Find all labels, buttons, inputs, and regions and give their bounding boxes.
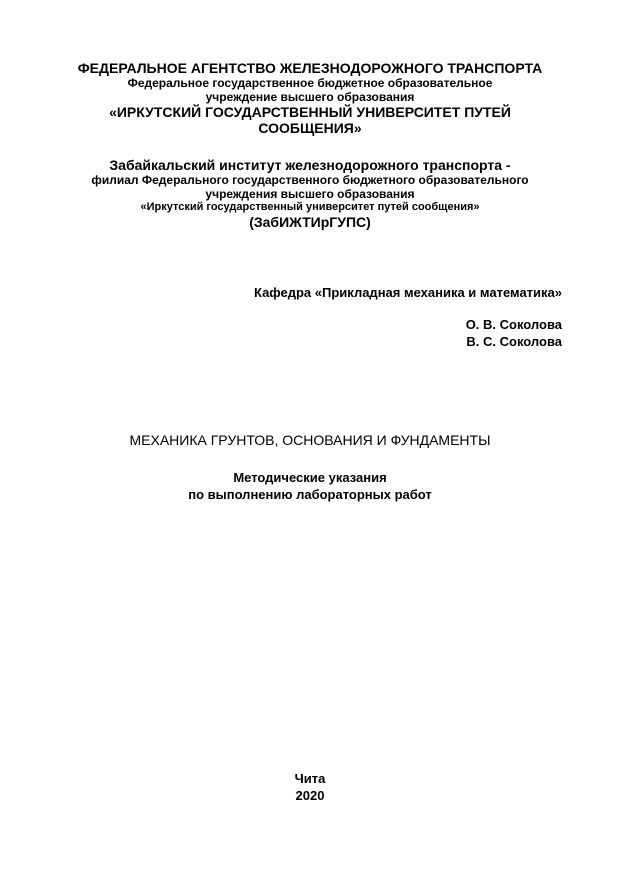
year: 2020 xyxy=(295,788,325,803)
department-block xyxy=(0,284,562,301)
header-block xyxy=(0,60,620,136)
institute-line-3: учреждения высшего образования xyxy=(205,187,415,201)
subtitle-block xyxy=(0,469,620,503)
university-name-line-1: «ИРКУТСКИЙ ГОСУДАРСТВЕННЫЙ УНИВЕРСИТЕТ ПУТЕЙ xyxy=(109,104,511,120)
subtitle-line-1: Методические указания xyxy=(233,470,387,485)
institute-line-4: «Иркутский государственный университет путей сообщения» xyxy=(140,201,480,213)
agency-name: ФЕДЕРАЛЬНОЕ АГЕНТСТВО ЖЕЛЕЗНОДОРОЖНОГО ТРАНСПОРТА xyxy=(77,60,543,76)
subtitle-line-2: по выполнению лабораторных работ xyxy=(188,487,432,502)
author-1: О. В. Соколова xyxy=(465,317,562,332)
institute-block xyxy=(0,157,620,230)
institute-abbreviation: (ЗабИЖТИрГУПС) xyxy=(249,214,371,230)
title-block xyxy=(0,432,620,449)
header-line-3: учреждение высшего образования xyxy=(205,90,415,104)
institute-line-1: Забайкальский институт железнодорожного транспорта - xyxy=(109,157,511,173)
city: Чита xyxy=(294,771,326,786)
department-name: Кафедра «Прикладная механика и математика» xyxy=(253,285,562,300)
university-name-line-2: СООБЩЕНИЯ» xyxy=(258,120,362,136)
footer-block xyxy=(0,770,620,804)
header-line-2: Федеральное государственное бюджетное образовательное xyxy=(127,76,493,90)
authors-block xyxy=(0,316,562,350)
institute-line-2: филиал Федерального государственного бюджетного образовательного xyxy=(91,173,529,187)
document-title: МЕХАНИКА ГРУНТОВ, ОСНОВАНИЯ И ФУНДАМЕНТЫ xyxy=(129,432,491,448)
author-2: В. С. Соколова xyxy=(466,334,562,349)
